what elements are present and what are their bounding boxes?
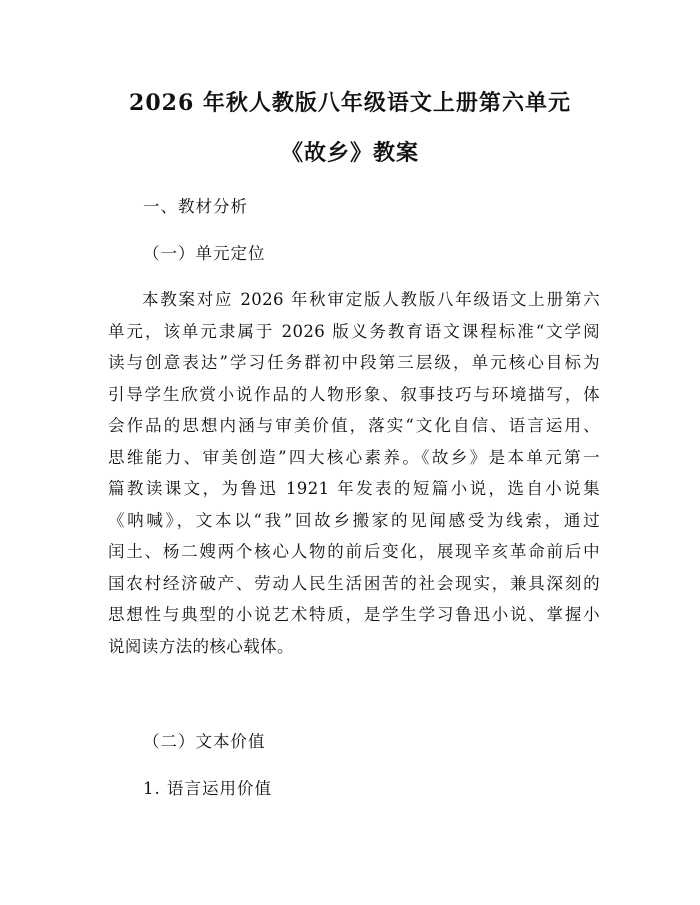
paragraph-line: 思想性与典型的小说艺术特质，是学生学习鲁迅小说、掌握小 — [108, 605, 600, 624]
unit-position-paragraph — [108, 284, 600, 662]
paragraph-line: 篇教读课文，为鲁迅 1921 年发表的短篇小说，选自小说集 — [108, 479, 600, 498]
document-title-line-1: 2026 年秋人教版八年级语文上册第六单元 — [129, 90, 571, 116]
paragraph-line: 引导学生欣赏小说作品的人物形象、叙事技巧与环境描写，体 — [108, 384, 600, 404]
paragraph-line: 《呐喊》，文本以“我”回故乡搬家的见闻感受为线索，通过 — [108, 510, 600, 530]
paragraph-line: 闰土、杨二嫂两个核心人物的前后变化，展现辛亥革命前后中 — [108, 542, 600, 561]
paragraph-line: 本教案对应 2026 年秋审定版人教版八年级语文上册第六 — [142, 290, 600, 309]
section-heading-textbook-analysis: 一、教材分析 — [143, 197, 248, 216]
paragraph-line: 国农村经济破产、劳动人民生活困苦的社会现实，兼具深刻的 — [108, 573, 600, 593]
document-title-line-2: 《故乡》教案 — [280, 140, 419, 166]
subsection-heading-unit-position: （一）单元定位 — [143, 244, 266, 263]
paragraph-line: 会作品的思想内涵与审美价值，落实“文化自信、语言运用、 — [108, 416, 600, 435]
paragraph-line: 说阅读方法的核心载体。 — [108, 636, 294, 656]
paragraph-line: 单元，该单元隶属于 2026 版义务教育语文课程标准“文学阅 — [108, 321, 600, 341]
paragraph-line: 读与创意表达”学习任务群初中段第三层级，单元核心目标为 — [108, 353, 600, 372]
list-item-language-value: 1. 语言运用价值 — [143, 779, 272, 798]
paragraph-line: 思维能力、审美创造”四大核心素养。《故乡》是本单元第一 — [108, 447, 600, 467]
subsection-heading-text-value: （二）文本价值 — [143, 732, 266, 751]
